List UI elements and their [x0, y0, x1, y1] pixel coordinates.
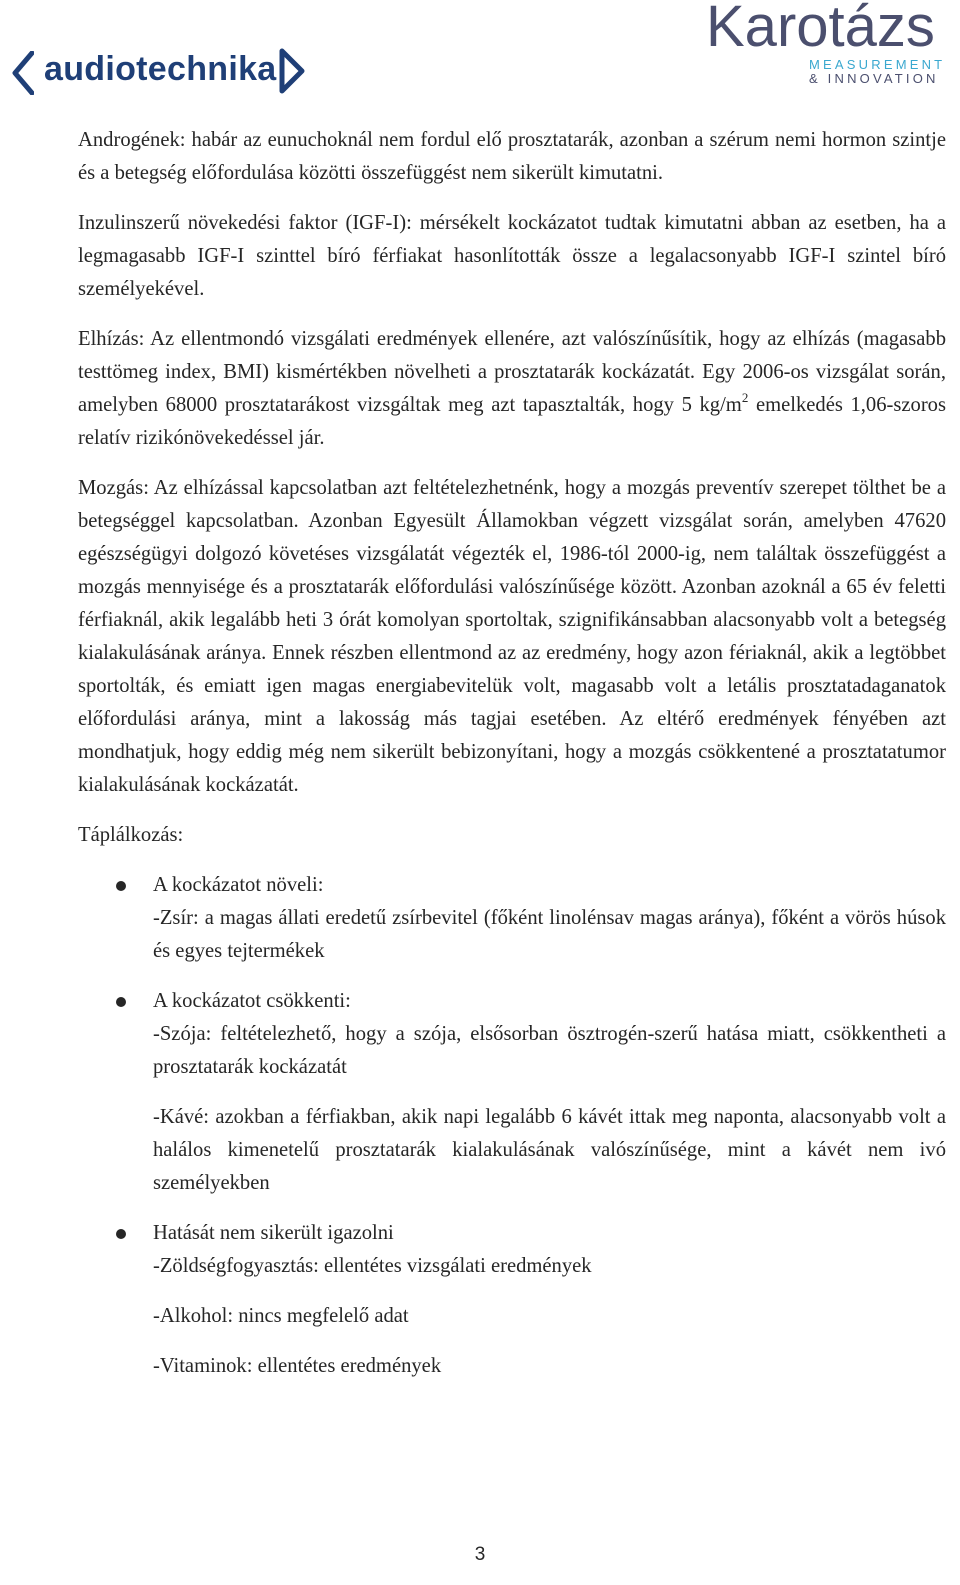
bullet-item-soy: -Szója: feltételezhető, hogy a szója, elsősorban ösztrogén-szerű hatása miatt, csökkentheti a prosztatarák kockázatát	[153, 1023, 946, 1078]
bullet-title: Hatását nem sikerült igazolni	[153, 1222, 394, 1244]
bullet-item-fat: -Zsír: a magas állati eredetű zsírbevitel (főként linolénsav magas aránya), főként a vörös húsok és egyes tejtermékek	[153, 907, 946, 962]
karotazs-logo-text: Karotázs	[706, 0, 935, 59]
bullet-item-coffee: -Kávé: azokban a férfiakban, akik napi legalább 6 kávét ittak meg naponta, alacsonyabb volt a halálos kimenetelű prosztatarák kialakulásának valószínűsége, mint a kávét nem ivó személyekben	[153, 1106, 946, 1194]
audiotechnika-logo-text: audiotechnika	[44, 50, 277, 88]
document-body	[78, 124, 946, 1400]
audiotechnika-left-mark-icon	[12, 51, 34, 95]
paragraph-igf: Inzulinszerű növekedési faktor (IGF-I): mérsékelt kockázatot tudtak kimutatni abban az esetben, ha a legmagasabb IGF-I szinttel bíró férfiakat hasonlították össze a legalacsonyabb IGF-I szintel bíró személyekével.	[78, 212, 946, 300]
paragraph-obesity-text-end: emelkedés 1,06-szoros relatív rizikónövekedéssel jár.	[78, 394, 946, 449]
diet-heading: Táplálkozás:	[78, 824, 184, 846]
paragraph-obesity	[78, 323, 946, 455]
karotazs-logo	[706, 0, 946, 92]
bullet-title: A kockázatot növeli:	[153, 874, 324, 896]
bullet-decreases-risk	[78, 985, 946, 1200]
diet-bullet-list	[78, 869, 946, 1383]
karotazs-logo-subtitle-innovation: & INNOVATION	[809, 71, 939, 86]
bullet-dot-icon	[116, 997, 126, 1007]
superscript-squared: 2	[741, 390, 749, 406]
bullet-title: A kockázatot csökkenti:	[153, 990, 351, 1012]
audiotechnika-logo	[12, 47, 307, 95]
page-number: 3	[474, 1544, 486, 1565]
bullet-item-alcohol: -Alkohol: nincs megfelelő adat	[153, 1305, 409, 1327]
karotazs-logo-subtitle-measurement: MEASUREMENT	[809, 57, 946, 72]
bullet-dot-icon	[116, 881, 126, 891]
bullet-increases-risk	[78, 869, 946, 968]
bullet-dot-icon	[116, 1229, 126, 1239]
bullet-item-vegetables: -Zöldségfogyasztás: ellentétes vizsgálati eredmények	[153, 1255, 592, 1277]
audiotechnika-right-mark-icon	[278, 47, 306, 95]
bullet-not-proven	[78, 1217, 946, 1383]
paragraph-obesity-text: Elhízás: Az ellentmondó vizsgálati eredmények ellenére, azt valószínűsítik, hogy az elhízás (magasabb testtömeg index, BMI) kismértékben növelheti a prosztatarák kockázatát. Egy 2006-os vizsgálat során, amelyben 68000 prosztatarákost vizsgáltak meg azt tapasztalták, hogy 5 kg/m	[78, 328, 946, 416]
paragraph-exercise: Mozgás: Az elhízással kapcsolatban azt feltételezhetnénk, hogy a mozgás preventív szerepet tölthet be a betegséggel kapcsolatban. Azonban Egyesült Államokban végzett vizsgálat során, amelyben 47620 egészségügyi dolgozó követéses vizsgálatát végezték el, 1986-tól 2000-ig, nem találtak összefüggést a mozgás mennyisége és a prosztatarák előfordulási valószínűsége között. Azonban azoknál a 65 év feletti férfiaknál, akik legalább heti 3 órát komolyan sportoltak, szignifikánsabban alacsonyabb volt a betegség kialakulásának aránya. Ennek részben ellentmond az az eredmény, hogy azon fériaknál, akik a legtöbbet sportolták, és emiatt igen magas energiabevitelük volt, magasabb volt a letális prosztatadaganatok előfordulási aránya, mint a lakosság más tagjai esetében. Az eltérő eredmények fényében azt mondhatjuk, hogy eddig még nem sikerült bebizonyítani, hogy a mozgás csökkentené a prosztatatumor kialakulásának kockázatát.	[78, 477, 946, 796]
bullet-item-vitamins: -Vitaminok: ellentétes eredmények	[153, 1355, 442, 1377]
paragraph-androgens: Androgének: habár az eunuchoknál nem fordul elő prosztatarák, azonban a szérum nemi hormon szintje és a betegség előfordulása közötti összefüggést nem sikerült kimutatni.	[78, 129, 946, 184]
